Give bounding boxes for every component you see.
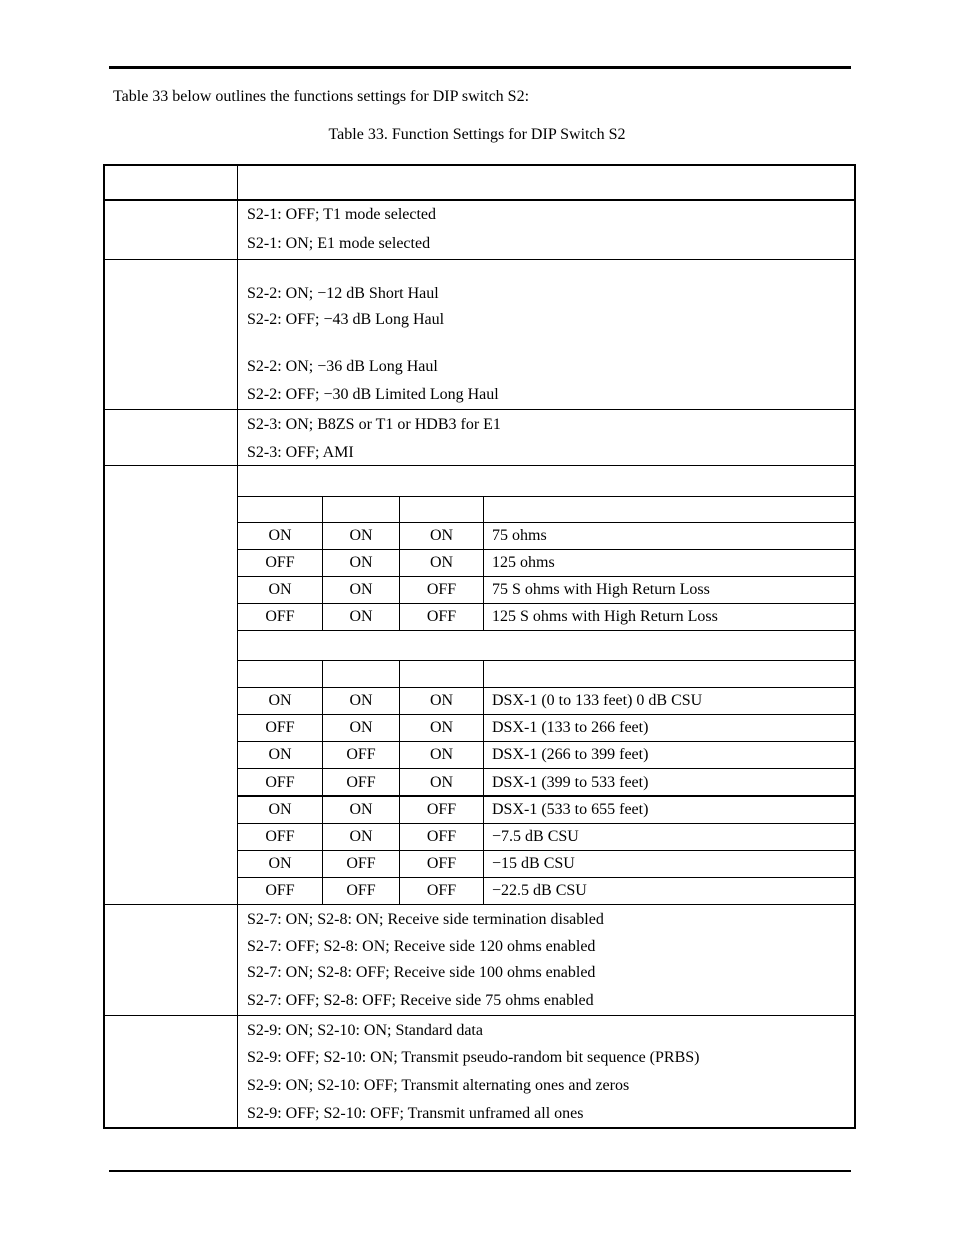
t1-switch-a: OFF: [265, 774, 295, 791]
e1-description: 125 S ohms with High Return Loss: [492, 608, 718, 625]
s2-2-line: S2-2: OFF; −30 dB Limited Long Haul: [247, 386, 499, 403]
s2-2-line: S2-2: ON; −36 dB Long Haul: [247, 358, 438, 375]
t1-switch-c: OFF: [426, 801, 457, 818]
e1-switch-c: OFF: [426, 581, 457, 598]
t1-description: −7.5 dB CSU: [492, 828, 579, 845]
t1-switch-a: OFF: [265, 828, 295, 845]
section-border: [104, 904, 855, 905]
t1-switch-c: OFF: [426, 882, 457, 899]
s2-7-8-line: S2-7: ON; S2-8: ON; Receive side termination disabled: [247, 911, 604, 928]
t1-description: −22.5 dB CSU: [492, 882, 587, 899]
t1-switch-a: ON: [268, 692, 292, 709]
e1-switch-c: ON: [429, 554, 454, 571]
section-border: [104, 199, 855, 201]
section-border: [104, 409, 855, 410]
t1-switch-b: OFF: [346, 855, 376, 872]
subtable-border: [238, 496, 855, 497]
t1-description: −15 dB CSU: [492, 855, 575, 872]
t1-switch-c: ON: [429, 692, 454, 709]
t1-switch-c: ON: [429, 774, 454, 791]
e1-switch-a: OFF: [265, 554, 295, 571]
section-border: [104, 259, 855, 260]
t1-switch-a: OFF: [265, 882, 295, 899]
e1-description: 75 S ohms with High Return Loss: [492, 581, 710, 598]
t1-description: DSX-1 (399 to 533 feet): [492, 774, 649, 791]
subtable-border: [238, 823, 855, 824]
section-border: [104, 1015, 855, 1016]
e1-switch-c: ON: [429, 527, 454, 544]
t1-switch-b: ON: [349, 692, 373, 709]
subtable-border: [238, 877, 855, 878]
s2-2-line: S2-2: ON; −12 dB Short Haul: [247, 285, 439, 302]
s2-3-line: S2-3: ON; B8ZS or T1 or HDB3 for E1: [247, 416, 501, 433]
s2-2-line: S2-2: OFF; −43 dB Long Haul: [247, 311, 445, 328]
t1-switch-c: OFF: [426, 828, 457, 845]
subtable-border: [238, 768, 855, 769]
column-divider: [237, 165, 238, 1128]
table-caption: Table 33. Function Settings for DIP Switch S2: [328, 126, 626, 143]
t1-description: DSX-1 (0 to 133 feet) 0 dB CSU: [492, 692, 703, 709]
t1-switch-a: ON: [268, 801, 292, 818]
t1-switch-c: ON: [429, 719, 454, 736]
s2-9-10-line: S2-9: OFF; S2-10: ON; Transmit pseudo-random bit sequence (PRBS): [247, 1049, 700, 1066]
subtable-divider: [483, 496, 484, 630]
s2-3-line: S2-3: OFF; AMI: [247, 444, 354, 461]
e1-switch-a: ON: [268, 581, 292, 598]
t1-description: DSX-1 (266 to 399 feet): [492, 746, 649, 763]
t1-switch-b: ON: [349, 828, 373, 845]
subtable-border: [238, 630, 855, 631]
subtable-border: [238, 741, 855, 742]
t1-switch-a: ON: [268, 855, 292, 872]
subtable-border: [238, 549, 855, 550]
subtable-border: [238, 522, 855, 523]
intro-paragraph: Table 33 below outlines the functions settings for DIP switch S2:: [113, 88, 530, 105]
dip-switch-table: [103, 164, 856, 1129]
e1-switch-a: OFF: [265, 608, 295, 625]
e1-switch-b: ON: [349, 581, 373, 598]
subtable-divider: [483, 660, 484, 904]
t1-switch-a: ON: [268, 746, 292, 763]
t1-switch-b: ON: [349, 801, 373, 818]
s2-9-10-line: S2-9: ON; S2-10: ON; Standard data: [247, 1022, 483, 1039]
s2-9-10-line: S2-9: OFF; S2-10: OFF; Transmit unframed all ones: [247, 1105, 584, 1122]
t1-switch-c: OFF: [426, 855, 457, 872]
section-border: [104, 465, 855, 466]
subtable-border: [238, 687, 855, 688]
e1-switch-b: ON: [349, 527, 373, 544]
s2-1-line: S2-1: ON; E1 mode selected: [247, 235, 431, 252]
s2-1-line: S2-1: OFF; T1 mode selected: [247, 206, 437, 223]
footer-rule: [109, 1170, 851, 1172]
t1-switch-b: OFF: [346, 882, 376, 899]
s2-7-8-line: S2-7: ON; S2-8: OFF; Receive side 100 ohms enabled: [247, 964, 596, 981]
e1-description: 75 ohms: [492, 527, 547, 544]
subtable-border: [238, 850, 855, 851]
t1-switch-b: OFF: [346, 774, 376, 791]
subtable-border: [238, 576, 855, 577]
t1-switch-a: OFF: [265, 719, 295, 736]
t1-description: DSX-1 (533 to 655 feet): [492, 801, 649, 818]
t1-switch-b: OFF: [346, 746, 376, 763]
s2-7-8-line: S2-7: OFF; S2-8: OFF; Receive side 75 ohms enabled: [247, 992, 594, 1009]
t1-switch-b: ON: [349, 719, 373, 736]
s2-7-8-line: S2-7: OFF; S2-8: ON; Receive side 120 ohms enabled: [247, 938, 596, 955]
subtable-border: [238, 714, 855, 715]
subtable-border: [238, 603, 855, 604]
e1-switch-b: ON: [349, 554, 373, 571]
t1-switch-c: ON: [429, 746, 454, 763]
e1-switch-c: OFF: [426, 608, 457, 625]
s2-9-10-line: S2-9: ON; S2-10: OFF; Transmit alternating ones and zeros: [247, 1077, 630, 1094]
subtable-border: [238, 660, 855, 661]
e1-switch-a: ON: [268, 527, 292, 544]
e1-switch-b: ON: [349, 608, 373, 625]
subtable-border: [238, 795, 855, 797]
t1-description: DSX-1 (133 to 266 feet): [492, 719, 649, 736]
e1-description: 125 ohms: [492, 554, 555, 571]
header-rule: [109, 66, 851, 69]
